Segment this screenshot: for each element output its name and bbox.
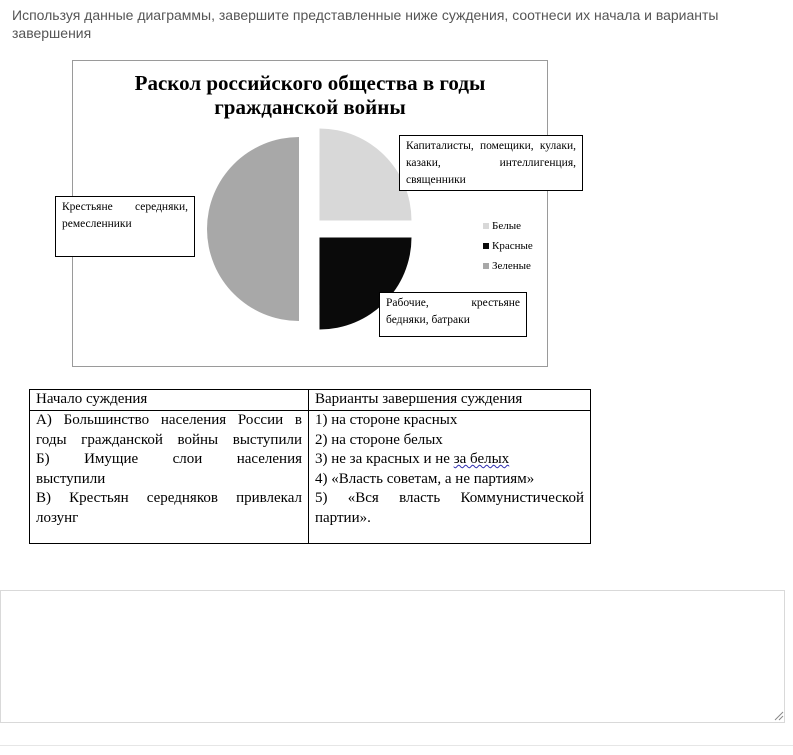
- answer-textarea[interactable]: [0, 590, 785, 723]
- ending-5-line-1: 5) «Вся власть Коммунистической: [315, 490, 584, 506]
- legend-item-white: [483, 216, 533, 236]
- header-judgement-ending: Варианты завершения суждения: [309, 390, 591, 411]
- table-header-row: [30, 390, 591, 411]
- chart-legend: [483, 216, 533, 276]
- start-a-line-1: А) Большинство населения России в: [36, 412, 302, 428]
- ending-1: 1) на стороне красных: [315, 412, 458, 428]
- question-text: Используя данные диаграммы, завершите представленные ниже суждения, соотнеси их начала и варианты завершения: [12, 7, 719, 41]
- legend-swatch-green: [483, 263, 489, 269]
- bottom-divider: [0, 745, 793, 746]
- ending-3: [315, 450, 584, 470]
- legend-swatch-white: [483, 223, 489, 229]
- legend-label-red: Красные: [492, 240, 533, 252]
- chart-title: [73, 71, 547, 119]
- legend-item-red: [483, 236, 533, 256]
- start-c-line-1: В) Крестьян середняков привлекал: [36, 490, 302, 506]
- judgement-endings-cell: [309, 411, 591, 544]
- header-judgement-start: Начало суждения: [30, 390, 309, 411]
- legend-swatch-red: [483, 243, 489, 249]
- pie-slice-green: [207, 137, 299, 321]
- legend-label-white: Белые: [492, 220, 521, 232]
- legend-label-green: Зеленые: [492, 260, 531, 272]
- pie-chart-figure: [62, 60, 576, 367]
- resize-handle-icon[interactable]: [774, 711, 784, 721]
- table-row: [30, 411, 591, 544]
- start-a-line-2: годы гражданской войны выступили: [36, 431, 302, 448]
- start-c-line-2: лозунг: [36, 509, 79, 526]
- callout-red-label: Рабочие, крестьяне бедняки, батраки: [379, 292, 527, 337]
- start-b-line-1: Б) Имущие слои населения: [36, 451, 302, 467]
- callout-white-label: Капиталисты, помещики, кулаки, казаки, интеллигенция, священники: [399, 135, 583, 191]
- judgements-table: [29, 389, 591, 544]
- chart-title-line-2: гражданской войны: [214, 95, 406, 119]
- ending-2: 2) на стороне белых: [315, 431, 443, 448]
- chart-title-line-1: Раскол российского общества в годы: [134, 71, 486, 95]
- judgement-starts-cell: [30, 411, 309, 544]
- ending-5-line-2: партии».: [315, 509, 371, 526]
- callout-green-label: Крестьяне середняки, ремесленники: [55, 196, 195, 257]
- ending-3-part-2: за белых: [453, 451, 510, 467]
- ending-3-part-1: 3) не за красных и не: [315, 451, 454, 467]
- legend-item-green: [483, 256, 533, 276]
- start-b-line-2: выступили: [36, 470, 106, 487]
- ending-4: 4) «Власть советам, а не партиям»: [315, 470, 535, 487]
- pie-slice-white: [319, 129, 411, 221]
